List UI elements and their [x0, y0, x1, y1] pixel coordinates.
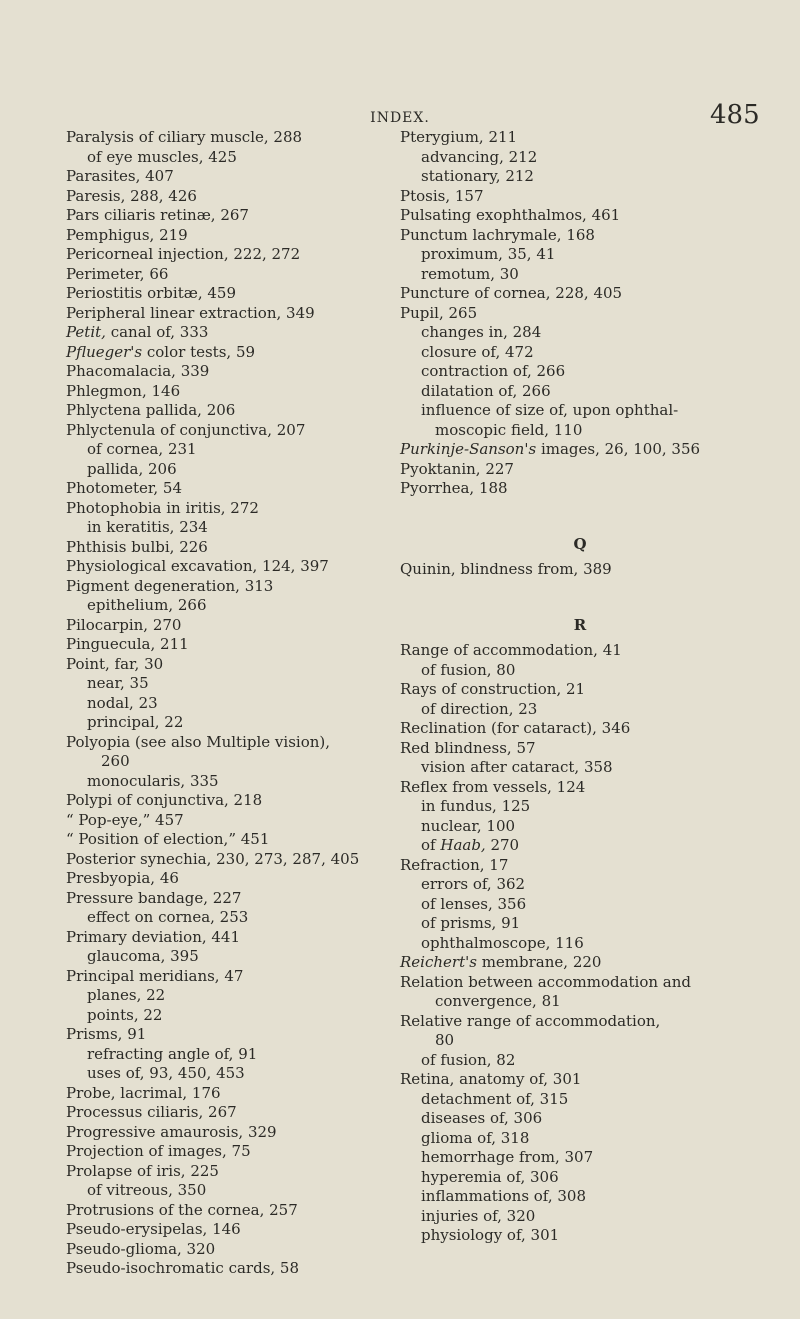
index-entry: Photophobia in iritis, 272: [66, 498, 259, 517]
index-entry: points, 22: [87, 1005, 163, 1024]
index-entry: Pigment degeneration, 313: [66, 576, 274, 595]
index-entry: detachment of, 315: [421, 1089, 569, 1108]
index-entry: dilatation of, 266: [421, 381, 551, 400]
left-column: [66, 128, 401, 1279]
page-number: 485: [710, 100, 760, 130]
index-entry: Principal meridians, 47: [66, 966, 244, 985]
index-entry: Quinin, blindness from, 389: [400, 560, 612, 578]
index-entry: Phacomalacia, 339: [66, 362, 210, 380]
index-entry: Progressive amaurosis, 329: [66, 1122, 277, 1141]
p-entries-continued: [400, 128, 760, 499]
index-entry: uses of, 93, 450, 453: [87, 1064, 245, 1082]
section-letter-q: Q: [573, 534, 587, 553]
q-entries: [400, 560, 760, 580]
index-entry: Protrusions of the cornea, 257: [66, 1200, 298, 1219]
index-entry: glaucoma, 395: [87, 947, 199, 965]
index-entry: ophthalmoscope, 116: [421, 933, 584, 952]
index-entry: Photometer, 54: [66, 479, 182, 497]
index-entry: Paresis, 288, 426: [66, 186, 197, 205]
index-entry: “ Pop-eye,” 457: [66, 810, 184, 829]
index-entry: moscopic field, 110: [435, 420, 583, 439]
index-entry: changes in, 284: [421, 323, 542, 341]
index-entry: Petit, canal of, 333: [66, 323, 209, 341]
index-entry: refracting angle of, 91: [87, 1044, 258, 1063]
index-entry: in keratitis, 234: [87, 518, 208, 536]
index-entry: Pyorrhea, 188: [400, 479, 508, 497]
index-entry: Pyoktanin, 227: [400, 459, 514, 478]
index-entry: of eye muscles, 425: [87, 147, 237, 166]
index-entry: Prolapse of iris, 225: [66, 1161, 219, 1180]
index-entry: Paralysis of ciliary muscle, 288: [66, 128, 303, 146]
running-header: INDEX.: [370, 110, 430, 126]
index-entry: of vitreous, 350: [87, 1181, 207, 1199]
index-entry: hemorrhage from, 307: [421, 1148, 594, 1166]
index-entry: Polypi of conjunctiva, 218: [66, 791, 263, 809]
index-entry: Parasites, 407: [66, 167, 174, 185]
index-entry: Retina, anatomy of, 301: [400, 1070, 582, 1088]
index-entry: Ptosis, 157: [400, 186, 484, 205]
r-entries: [400, 641, 760, 1246]
index-entry: Pinguecula, 211: [66, 635, 189, 653]
index-entry: Pseudo-erysipelas, 146: [66, 1220, 241, 1238]
index-entry: Pilocarpin, 270: [66, 615, 182, 634]
index-entry: physiology of, 301: [421, 1226, 560, 1244]
index-entry: near, 35: [87, 674, 149, 692]
section-letter-r: R: [573, 615, 587, 634]
index-entry: Posterior synechia, 230, 273, 287, 405: [66, 849, 360, 868]
index-entry: of lenses, 356: [421, 894, 527, 913]
index-entry: of cornea, 231: [87, 440, 197, 458]
index-entry: Phlegmon, 146: [66, 381, 181, 400]
index-entry: Prisms, 91: [66, 1025, 147, 1043]
index-entry: Presbyopia, 46: [66, 869, 179, 887]
index-entry: diseases of, 306: [421, 1109, 543, 1127]
index-entry: inflammations of, 308: [421, 1187, 586, 1205]
index-entry: glioma of, 318: [421, 1128, 530, 1147]
index-entry: Punctum lachrymale, 168: [400, 225, 595, 244]
index-entry: Probe, lacrimal, 176: [66, 1083, 221, 1102]
index-entry: nodal, 23: [87, 693, 158, 712]
index-entry: Processus ciliaris, 267: [66, 1103, 237, 1121]
index-entry: of prisms, 91: [421, 914, 521, 932]
index-entry: 80: [435, 1031, 455, 1049]
index-entry: Periostitis orbitæ, 459: [66, 284, 237, 302]
index-entry: of fusion, 80: [421, 660, 516, 679]
index-entry: Pupil, 265: [400, 303, 478, 322]
index-entry: planes, 22: [87, 986, 166, 1004]
index-entry: injuries of, 320: [421, 1206, 536, 1225]
index-entry: Projection of images, 75: [66, 1142, 251, 1160]
index-entry: Relative range of accommodation,: [400, 1011, 661, 1030]
index-entry: Pterygium, 211: [400, 128, 518, 146]
index-entry: Phthisis bulbi, 226: [66, 537, 208, 556]
index-entry: hyperemia of, 306: [421, 1167, 559, 1186]
index-entry: in fundus, 125: [421, 797, 531, 815]
index-entry: of direction, 23: [421, 699, 538, 718]
index-entry: Puncture of cornea, 228, 405: [400, 284, 623, 302]
index-entry: Pseudo-glioma, 320: [66, 1239, 216, 1258]
index-entry: Peripheral linear extraction, 349: [66, 303, 315, 322]
index-entry: Reflex from vessels, 124: [400, 777, 586, 796]
index-entry: Purkinje-Sanson's images, 26, 100, 356: [400, 440, 701, 458]
index-entry: epithelium, 266: [87, 596, 207, 614]
right-column: [400, 128, 760, 1246]
index-entry: of fusion, 82: [421, 1050, 516, 1069]
index-entry: Reclination (for cataract), 346: [400, 719, 631, 737]
index-entry: convergence, 81: [435, 992, 561, 1010]
index-entry: 260: [101, 752, 130, 770]
index-entry: Refraction, 17: [400, 855, 509, 874]
index-entry: Polyopia (see also Multiple vision),: [66, 732, 331, 751]
index-entry: Pressure bandage, 227: [66, 888, 242, 907]
index-entry: contraction of, 266: [421, 362, 566, 380]
index-entry: nuclear, 100: [421, 816, 516, 835]
index-entry: Pflueger's color tests, 59: [66, 342, 256, 361]
index-entry: remotum, 30: [421, 264, 519, 283]
index-entry: Perimeter, 66: [66, 264, 169, 283]
index-entry: of Haab, 270: [421, 836, 520, 854]
index-entry: Pulsating exophthalmos, 461: [400, 206, 621, 224]
index-entry: Pseudo-isochromatic cards, 58: [66, 1259, 300, 1277]
index-entry: stationary, 212: [421, 167, 534, 185]
index-entry: Primary deviation, 441: [66, 927, 241, 946]
index-entry: monocularis, 335: [87, 771, 219, 790]
index-entry: advancing, 212: [421, 147, 538, 166]
index-entry: pallida, 206: [87, 459, 177, 478]
index-entry: Physiological excavation, 124, 397: [66, 557, 329, 575]
index-entry: effect on cornea, 253: [87, 908, 249, 926]
index-entry: Phlyctena pallida, 206: [66, 401, 236, 419]
index-entry: errors of, 362: [421, 875, 526, 893]
index-entry: vision after cataract, 358: [421, 758, 613, 776]
index-entry: Point, far, 30: [66, 654, 164, 673]
index-entry: Rays of construction, 21: [400, 680, 586, 698]
index-entry: Pericorneal injection, 222, 272: [66, 245, 301, 263]
index-entry: Phlyctenula of conjunctiva, 207: [66, 420, 306, 439]
index-entry: closure of, 472: [421, 342, 534, 361]
index-entry: influence of size of, upon ophthal-: [421, 401, 679, 419]
index-entry: Range of accommodation, 41: [400, 641, 622, 659]
index-entry: Pars ciliaris retinæ, 267: [66, 206, 249, 224]
index-entry: Pemphigus, 219: [66, 225, 188, 244]
index-entry: proximum, 35, 41: [421, 245, 556, 263]
index-entry: “ Position of election,” 451: [66, 830, 270, 848]
index-entry: Red blindness, 57: [400, 738, 536, 757]
index-entry: principal, 22: [87, 713, 184, 731]
index-entry: Reichert's membrane, 220: [400, 953, 602, 971]
index-entry: Relation between accommodation and: [400, 972, 692, 991]
